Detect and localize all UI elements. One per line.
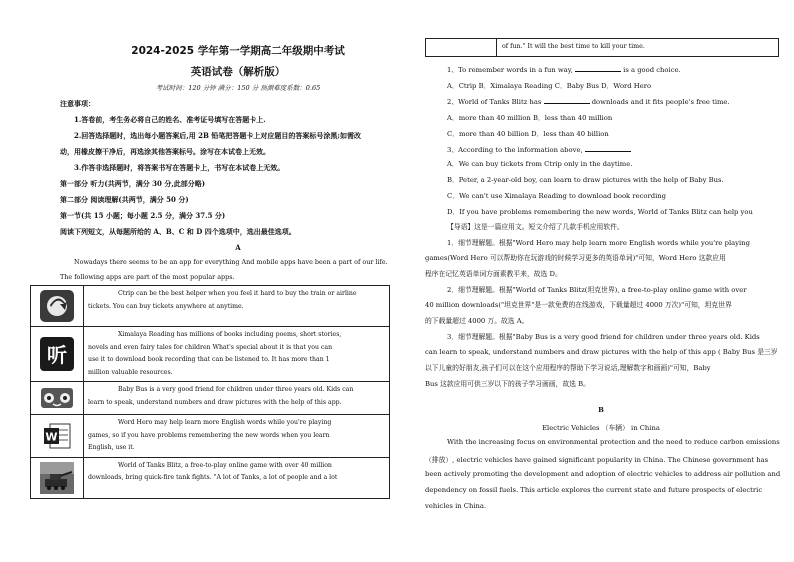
analysis-line: Bus 这款应用可供三岁以下的孩子学习画画，故选 B。 [425,380,590,388]
question-2-options: C．more than 40 billion D．less than 40 billion [447,130,609,138]
section-b-text: been actively promoting the development and adoption of electric vehicles to address air pollution and [425,470,781,478]
analysis-line: 40 million downloads("坦克世界"是一款免费的在线游戏，下载量超过 4000 万次)"可知，坦克世界 [425,301,732,309]
question-1: 1、To remember words in a fun way, is a good choice. [447,66,681,74]
note-item: 3.作答非选择题时，将答案书写在答题卡上，书写在本试卷上无效。 [74,163,285,172]
exam-subtitle: 英语试卷（解析版） [190,66,286,78]
app-description: Word Hero may help learn more English words while you're playing games, so if you have problems remembering the new words when you learn English, use it. [84,415,390,458]
question-1-options: A．Ctrip B．Ximalaya Reading C．Baby Bus D．Word Hero [447,82,652,90]
section-b-text: （排放）, electric vehicles have gained significant popularity in China. The Chinese government has [425,456,769,464]
part-heading: 第一节(共 15 小题；每小题 2.5 分，满分 37.5 分) [60,211,226,220]
exam-title: 2024-2025 学年第一学期高二年级期中考试 [131,45,345,57]
question-2: 2、World of Tanks Blitz has downloads and it fits people's free time. [447,98,730,106]
instructions: 阅读下列短文，从每题所给的 A、B、C 和 D 四个选项中，选出最佳选项。 [60,227,296,236]
continuation-text: of fun." It will the best time to kill your time. [502,43,645,50]
exam-meta: 考试时间：120 分钟 满分：150 分 预测难度系数：0.65 [155,84,321,92]
app-icon-cell [31,415,84,458]
question-3-option: B．Peter, a 2-year-old boy, can learn to draw pictures with the help of Baby Bus. [447,176,724,184]
section-b-text: vehicles in China. [425,502,487,510]
analysis-line: 程序在记忆英语单词方面素教平来，故选 D。 [425,270,562,278]
question-3-option: A．We can buy tickets from Ctrip only in the daytime. [447,160,633,168]
table-row [31,286,390,327]
app-description: Ctrip can be the best helper when you feel it hard to buy the train or airline tickets. You can buy tickets anywhere at anytime. [84,286,390,327]
analysis-line: 2．细节理解题。根据"World of Tanks Blitz(坦克世界), a free-to-play online game with over [447,286,747,294]
part-heading: 第二部分 阅读理解(共两节，满分 50 分) [60,195,189,204]
note-item: 2.回答选择题时，选出每小题答案后,用 2B 铅笔把答题卡上对应题目的答案标号涂黑;如需改 [74,131,361,140]
app-description: World of Tanks Blitz, a free-to-play online game with over 40 million downloads, bring quick-fire tank fights. "A lot of Tanks, a lot of people and a lot [84,457,390,498]
question-3-option: D．If you have problems remembering the new words, World of Tanks Blitz can help you [447,208,753,216]
section-a-intro: The following apps are part of the most popular apps. [60,273,235,281]
table-row [31,382,390,415]
analysis-line: 1．细节理解题。根据"Word Hero may help learn more English words while you're playing [447,239,750,247]
section-b-title: Electric Vehicles （车辆） in China [542,424,660,432]
app-icon-cell [31,457,84,498]
section-b-letter: B [598,406,604,414]
word-hero-logo-icon [39,419,75,453]
table-row [31,327,390,382]
section-a-letter: A [235,243,241,252]
svg-text:W: W [45,430,58,444]
analysis-line: 的下载量超过 4000 万。故选 A。 [425,317,529,325]
table-continuation [425,38,779,57]
question-3-option: C．We can't use Ximalaya Reading to download book recording [447,192,666,200]
app-icon-cell [31,286,84,327]
analysis-line: games(Word Hero 可以帮助你在玩游戏的时候学习更多的英语单词)"可知，Word Hero 这款应用 [425,254,726,262]
section-a-intro: Nowadays there seems to be an app for everything And mobile apps have been a part of our life. [74,258,388,266]
empty-icon-cell [426,39,497,56]
part-heading: 第一部分 听力(共两节，满分 30 分,此部分略) [60,179,206,188]
app-description: Baby Bus is a very good friend for children under three years old. Kids can learn to speak, understand numbers and draw pictures with the help of this app. [84,382,390,415]
tank-game-logo-icon [39,461,75,495]
app-icon-cell [31,327,84,382]
baby-bus-logo-icon [39,385,75,411]
ximalaya-logo-icon [39,337,75,371]
analysis-guide: 【导语】这是一篇应用文。短文介绍了几款手机应用软件。 [447,223,624,231]
table-row [31,457,390,498]
svg-text:听: 听 [47,343,67,367]
notes-heading: 注意事项： [60,99,95,108]
section-b-text: dependency on fossil fuels. This article explores the current state and future prospects of electric [425,486,763,494]
analysis-line: 以下儿童的好朋友,孩子们可以在这个应用程序的帮助下学习说话,理解数字和画画)"可知，Baby [425,364,711,372]
app-icon-cell [31,382,84,415]
analysis-line: can learn to speak, understand numbers and draw pictures with the help of this app ( Baby Bus 是三岁 [425,348,778,356]
section-b-text: With the increasing focus on environmental protection and the need to reduce carbon emissions [447,438,780,446]
apps-table [30,285,390,499]
ctrip-logo-icon [39,289,75,323]
app-description: Ximalaya Reading has millions of books including poems, short stories, novels and even fairy tales for children What's special about it is that you can use it to download book recording that can be listened to. It has more than 1 million valuable resources. [84,327,390,382]
table-row [31,415,390,458]
question-3: 3、According to the information above, [447,144,631,154]
note-item: 1.答卷前，考生务必将自己的姓名、准考证号填写在答题卡上. [74,115,266,124]
question-2-options: A．more than 40 million B．less than 40 million [447,114,613,122]
note-item: 动，用橡皮擦干净后，再选涂其他答案标号。涂写在本试卷上无效。 [60,147,270,156]
analysis-line: 3．细节理解题。根据"Baby Bus is a very good friend for children under three years old. Kids [447,333,760,341]
